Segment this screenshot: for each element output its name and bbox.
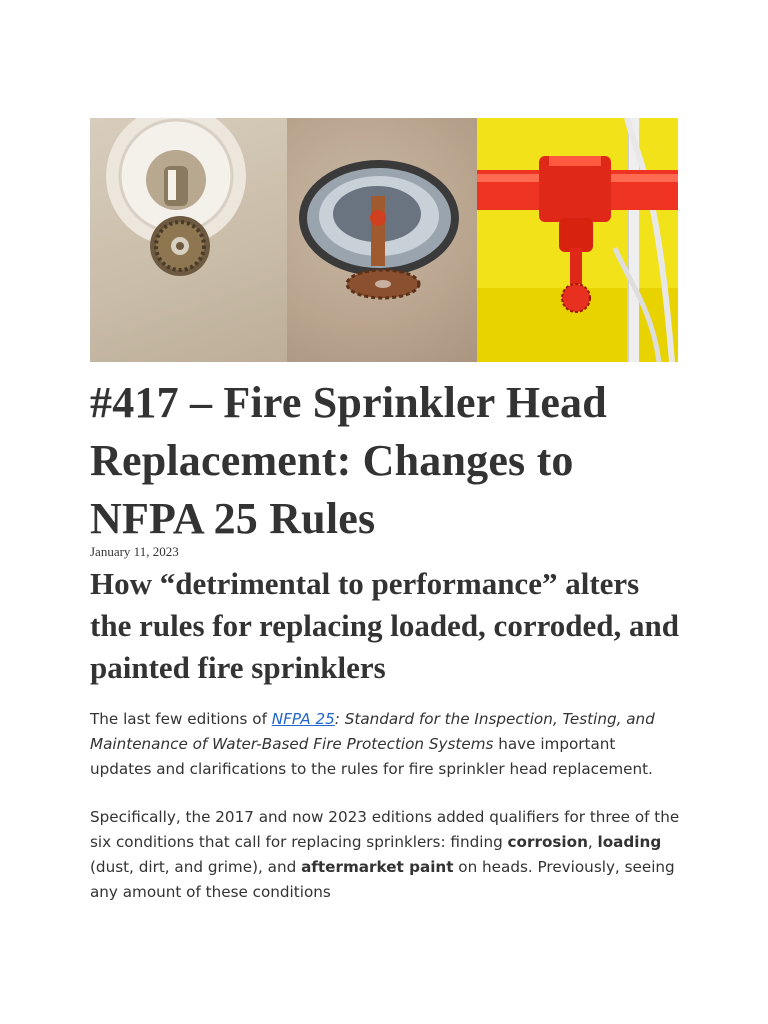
intro-paragraph [90, 707, 680, 782]
specifics-paragraph [90, 805, 680, 905]
article-title: #417 – Fire Sprinkler Head Replacement: Changes to NFPA 25 Rules [90, 378, 607, 543]
aftermarket-paint-term: aftermarket paint [301, 858, 454, 876]
sprinkler-photo-corroded [287, 118, 477, 362]
specifics-text-1: , [587, 833, 598, 851]
specifics-text-2: (dust, dirt, and grime), and [90, 858, 302, 876]
publish-date: January 11, 2023 [90, 544, 179, 559]
corroded-sprinkler-icon [287, 118, 477, 362]
corrosion-term: corrosion [507, 833, 588, 851]
nfpa-25-link[interactable]: NFPA 25 [271, 710, 335, 728]
hero-image [90, 118, 678, 362]
sprinkler-photo-loaded [90, 118, 287, 362]
standard-name-text: : Standard for the Inspection, Testing, and Maintenance of Water-Based Fire Protection Systems [90, 710, 655, 753]
intro-rest-text: have important updates and clarifications to the rules for fire sprinkler head replacement. [90, 735, 653, 778]
specifics-text-3: on heads. Previously, seeing any amount of these conditions [90, 858, 675, 901]
loaded-sprinkler-icon [90, 118, 287, 362]
article [90, 118, 680, 905]
specifics-lead-text: Specifically, the 2017 and now 2023 editions added qualifiers for three of the six conditions that call for replacing sprinklers: finding [90, 808, 680, 851]
intro-lead-text: The last few editions of [90, 710, 272, 728]
article-subtitle: How “detrimental to performance” alters the rules for replacing loaded, corroded, and painted fire sprinklers [90, 566, 679, 685]
painted-sprinkler-icon [477, 118, 678, 362]
sprinkler-photo-painted [477, 118, 678, 362]
loading-term: loading [597, 833, 662, 851]
